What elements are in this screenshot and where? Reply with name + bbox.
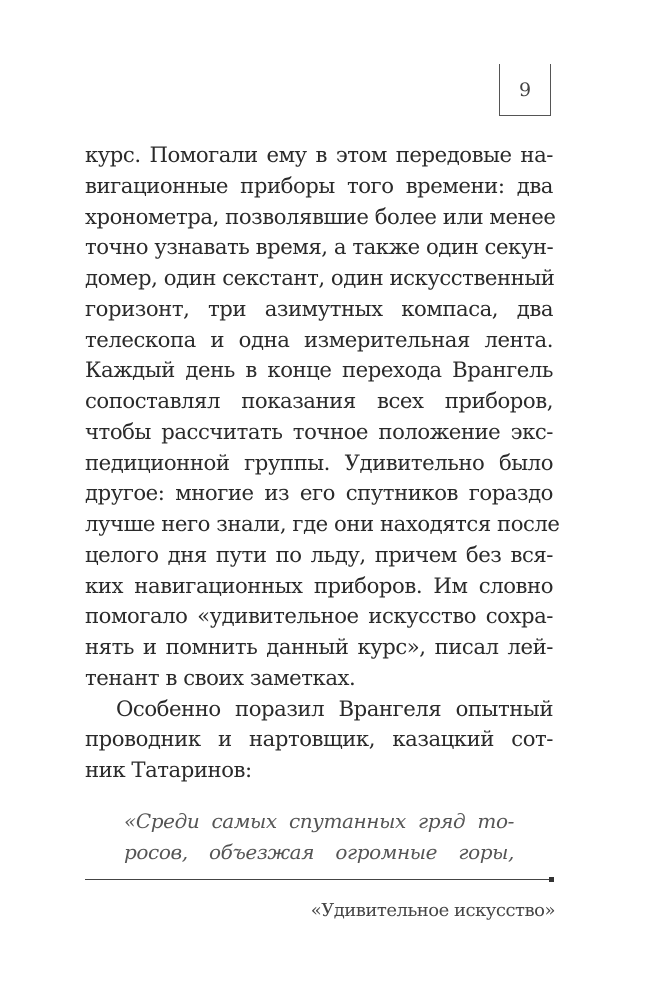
text-line: домер, один секстант, один искусственный (85, 265, 555, 290)
running-title: «Удивительное искусство» (310, 900, 555, 921)
text-line: сопоставлял показания всех приборов, (85, 388, 553, 413)
text-line: вигационные приборы того времени: два (85, 172, 553, 198)
paragraph-first-line: Особенно поразил Врангеля опытный (116, 695, 553, 721)
text-line: ких навигационных приборов. Им словно (85, 572, 553, 598)
text-line: чтобы рассчитать точное положение экс- (85, 418, 553, 444)
text-line: проводник и нартовщик, казацкий сот- (85, 726, 553, 752)
text-line: педиционной группы. Удивительно было (85, 449, 553, 475)
quote-line: росов, объезжая огромные горы, (124, 840, 514, 864)
text-line: тенант в своих заметках. (85, 664, 356, 690)
block-quote (124, 806, 514, 868)
footer-divider (85, 879, 551, 880)
text-line: курс. Помогали ему в этом передовые на- (85, 142, 553, 167)
text-line: ник Татаринов: (85, 757, 252, 782)
text-line: горизонт, три азимутных компаса, два (85, 295, 553, 321)
text-line: лучше него знали, где они находятся после (85, 511, 560, 536)
text-line: целого дня пути по льду, причем без вся- (85, 541, 553, 567)
page-number-box (499, 64, 551, 116)
text-line: хронометра, позволявшие более или менее (85, 203, 556, 229)
text-line: нять и помнить данный курс», писал лей- (85, 634, 553, 659)
text-line: телескопа и одна измерительная лента. (85, 326, 553, 352)
quote-line: «Среди самых спутанных гряд то- (124, 809, 514, 833)
text-line: другое: многие из его спутников гораздо (85, 480, 553, 506)
text-line: помогало «удивительное искусство сохра- (85, 603, 553, 629)
page-number: 9 (518, 79, 532, 101)
body-text (85, 140, 560, 786)
text-line: Каждый день в конце перехода Врангель (85, 357, 553, 383)
footer-divider-end-mark (549, 877, 554, 882)
text-line: точно узнавать время, а также один секун- (85, 234, 554, 260)
